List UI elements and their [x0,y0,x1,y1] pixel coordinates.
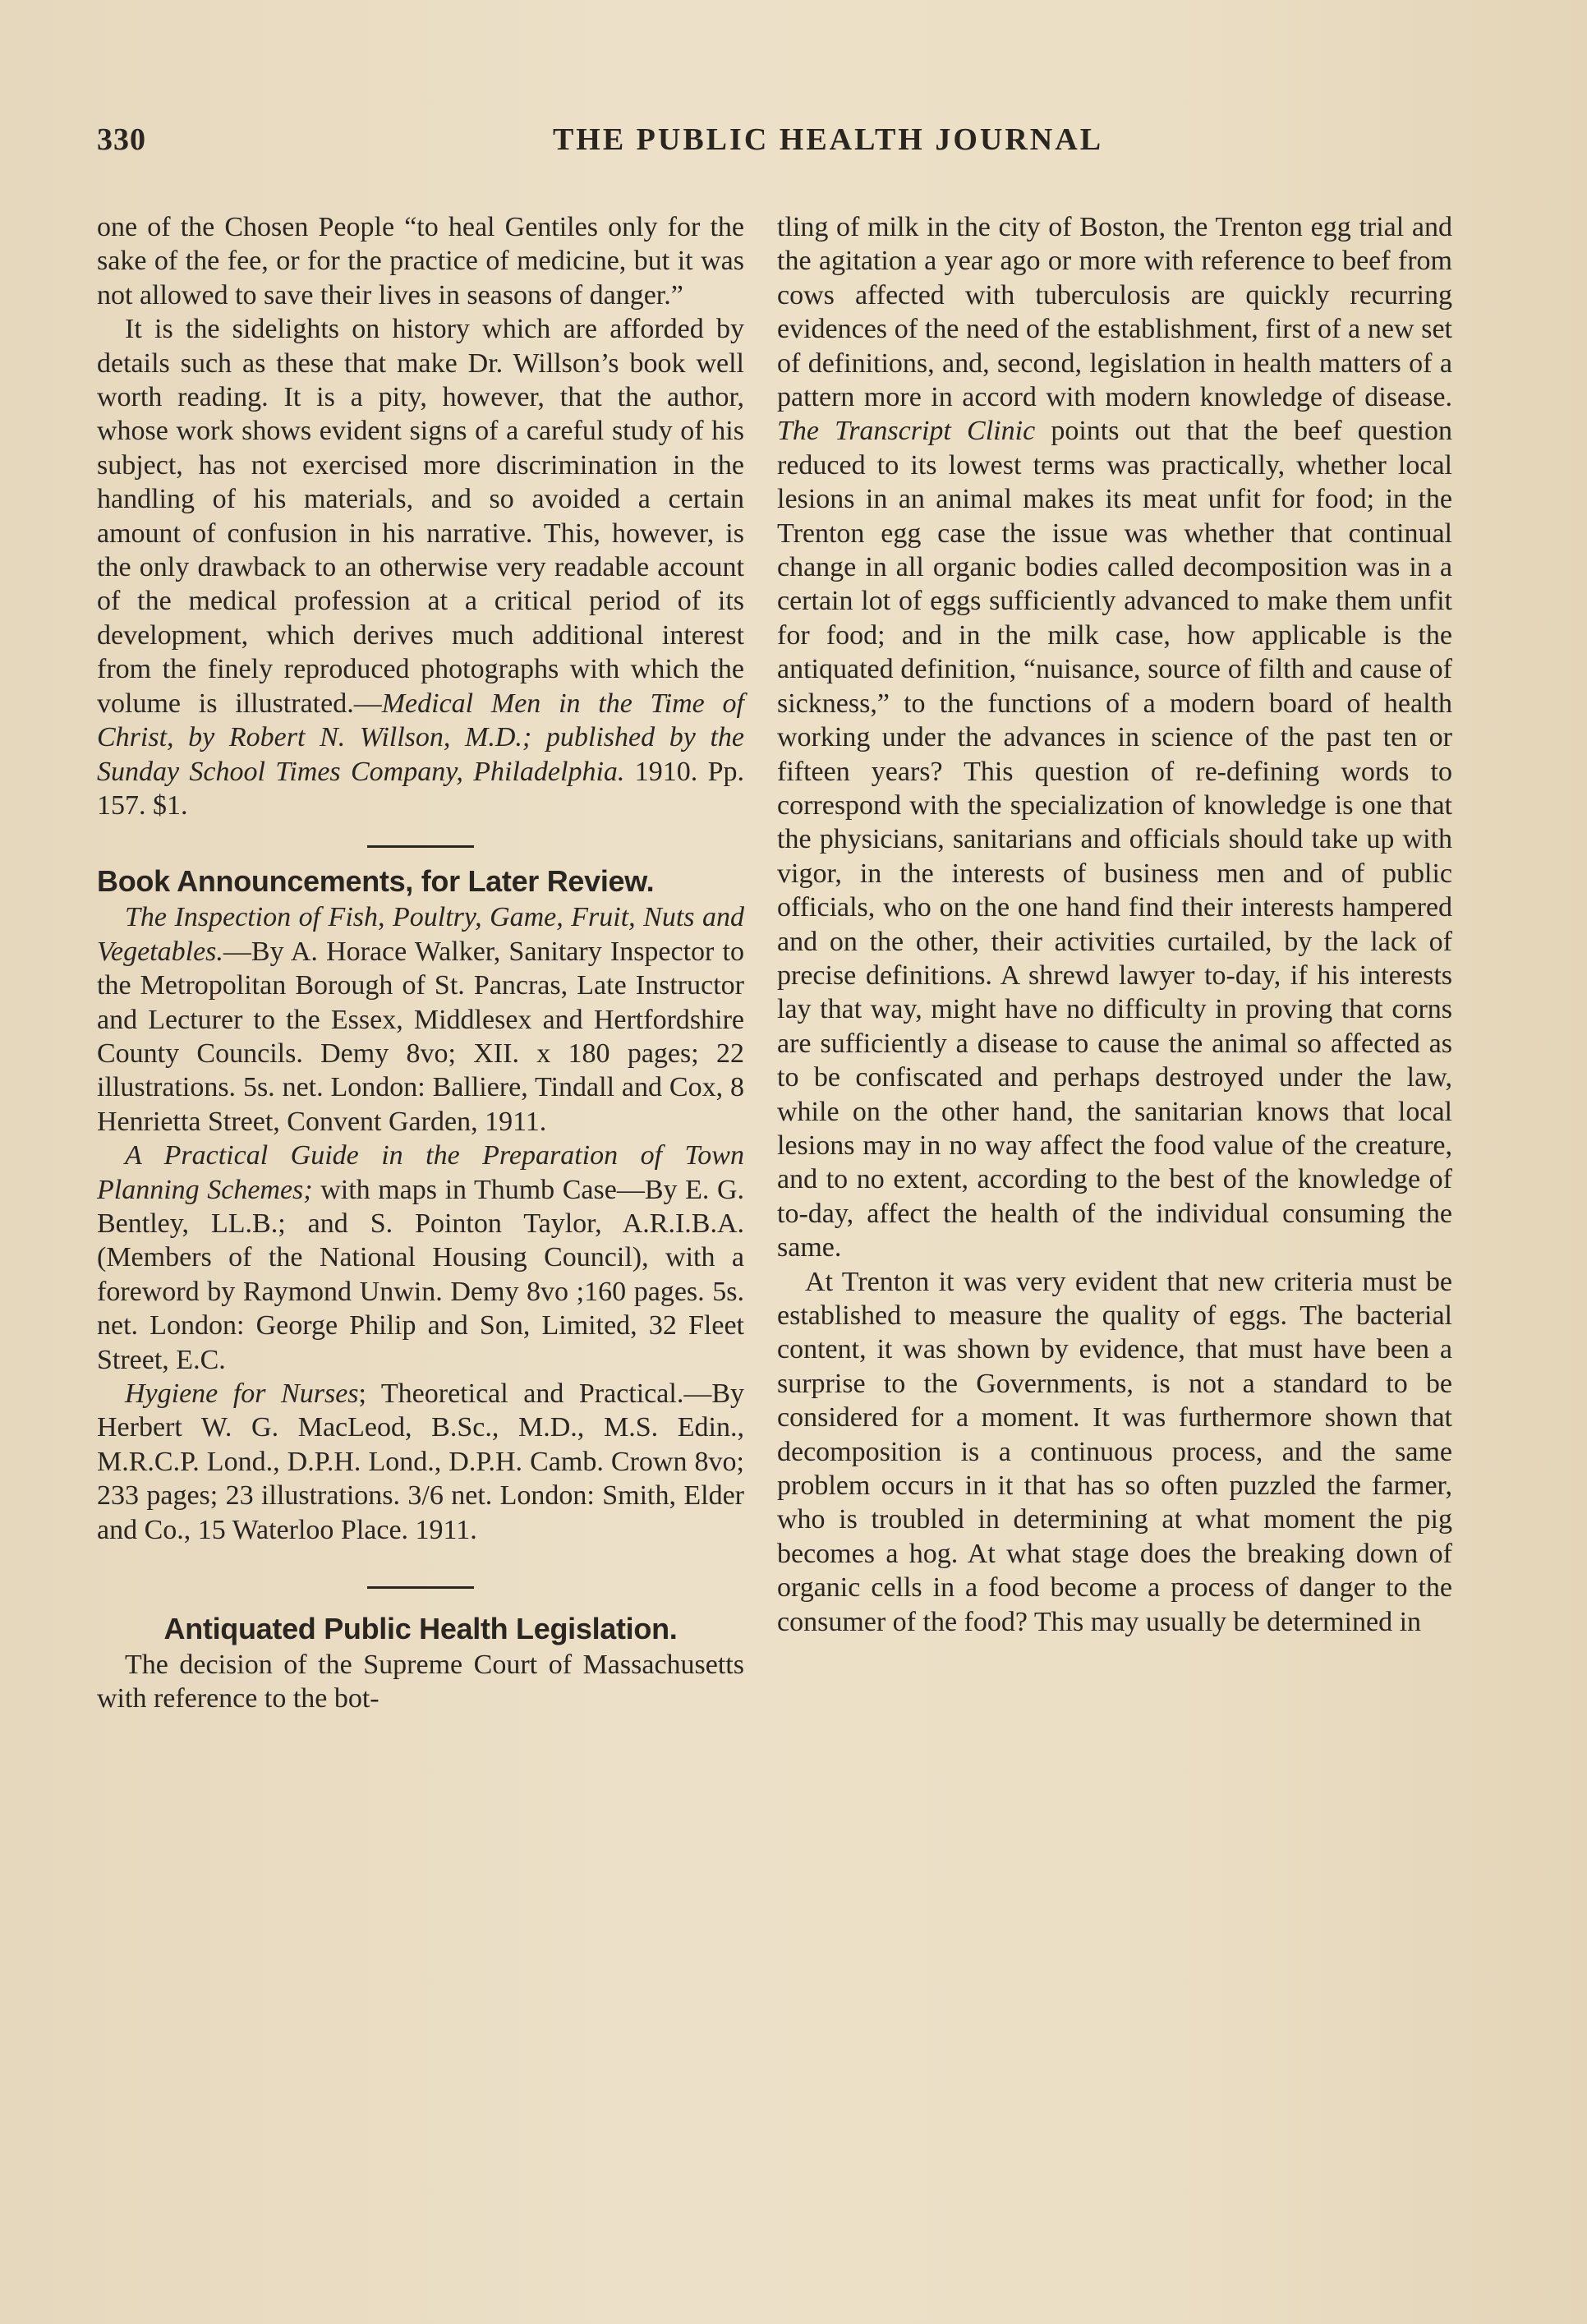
publication-name: The Transcript Clinic [777,416,1036,447]
section-divider [367,1586,474,1589]
page-header [97,122,1518,171]
section-divider [367,845,474,848]
paragraph-text: points out that the beef question reduced to its lowest terms was practically, whether local lesions in an animal makes its meat unfit for food; in the Trenton egg case the issue was whether that continual change in all organic bodies called decomposition was in a certain lot of eggs sufficiently advanced to make them unfit for food; and in the milk case, how applicable is the antiquated definition, “nuisance, source of filth and cause of sickness,” to the functions of a modern board of health working under the advances in science of the past ten or fifteen years? This question of re-defining words to correspond with the specialization of knowledge is one that the physicians, sanitarians and officials should take up with vigor, in the interests of business men and of public officials, who on the one hand find their interests hampered and on the other, their activities curtailed, by the lack of precise definitions. A shrewd lawyer to-day, if his interests lay that way, might have no difficulty in proving that corns are sufficiently a disease to cause the animal so affected as to be confiscated and perhaps destroyed under the law, while on the other hand, the sanitarian knows that local lesions may in no way affect the food value of the creature, and to no extent, according to the best of the knowledge of to-day, affect the health of the individual consuming the same. [777,416,1453,1263]
section-heading-book-announcements: Book Announcements, for Later Review. [97,864,655,899]
book-details: with maps in Thumb Case—By E. G. Bentley, LL.B.; and S. Pointon Taylor, A.R.I.B.A. (Members of the National Housing Council), with a foreword by Raymond Unwin. Demy 8vo ;160 pages. 5s. net. London: George Philip and Son, Limited, 32 Fleet Street, E.C. [97,1174,744,1375]
review-citation: Medical Men in the Time of Christ, by Robert N. Willson, M.D.; published by the Sunday School Times Company, Philadelphia. [97,688,744,787]
book-details: —By A. Horace Walker, Sanitary Inspector to the Metropolitan Borough of St. Pancras, Late Instructor and Lecturer to the Essex, Middlesex and Hertfordshire County Councils. Demy 8vo; XII. x 180 pages; 22 illustrations. 5s. net. London: Balliere, Tindall and Cox, 8 Henrietta Street, Convent Garden, 1911. [97,936,744,1137]
paragraph-continued: one of the Chosen People “to heal Gentiles only for the sake of the fee, or for the practice of medicine, but it was not allowed to save their lives in seasons of danger.” [97,212,744,311]
review-text: It is the sidelights on history which are afforded by details such as these that make Dr. Willson’s book well worth reading. It is a pity, however, that the author, whose work shows evident signs of a careful study of his subject, has not exercised more discrimination in the handling of his materials, and so avoided a certain amount of confusion in his narrative. This, however, is the only drawback to an otherwise very readable account of the medical profession at a critical period of its development, which derives much additional interest from the finely reproduced photographs with which the volume is illustrated.— [97,314,744,719]
book-entry-3 [97,1377,744,1547]
book-entry-2 [97,1139,744,1377]
book-entry-1 [97,900,744,1139]
section-heading-antiquated-legislation: Antiquated Public Health Legislation. [163,1612,678,1646]
book-title: Hygiene for Nurses [125,1378,359,1409]
paragraph-trenton: At Trenton it was very evident that new criteria must be established to measure the quality of eggs. The bacterial content, it was shown by evidence, that must have been a surprise to the Governments, is not a standard to be considered for a moment. It was furthermore shown that decomposition is a continuous process, and the same problem occurs in it that has so often puzzled the farmer, who is troubled in determining at what moment the pig becomes a hog. At what stage does the breaking down of organic cells in a food become a process of danger to the consumer of the food? This may usually be determined in [777,1266,1452,1637]
paragraph-text: tling of milk in the city of Boston, the Trenton egg trial and the agitation a year ago or more with reference to beef from cows affected with tuberculosis are quickly recurring evidences of the need of the establishment, first of a new set of definitions, and, second, legislation in health matters of a pattern more in accord with modern knowledge of disease. [777,212,1452,413]
paragraph-review-conclusion [97,312,744,822]
paragraph-legislation-continued [777,210,1452,1265]
left-column [97,210,744,1716]
running-head: THE PUBLIC HEALTH JOURNAL [552,122,1104,157]
review-citation-tail: 1910. Pp. 157. $1. [97,756,744,821]
right-column [777,210,1452,1639]
page-number: 330 [97,122,146,157]
paragraph-legislation-start: The decision of the Supreme Court of Massachusetts with reference to the bot- [97,1650,744,1714]
book-details: ; Theoretical and Practical.—By Herbert W. G. MacLeod, B.Sc., M.D., M.S. Edin., M.R.C.P. Lond., D.P.H. Lond., D.P.H. Camb. Crown 8vo; 233 pages; 23 illustrations. 3/6 net. London: Smith, Elder and Co., 15 Waterloo Place. 1911. [97,1378,744,1545]
book-title: A Practical Guide in the Preparation of Town Planning Schemes; [97,1140,744,1205]
book-title: The Inspection of Fish, Poultry, Game, Fruit, Nuts and Vegetables. [97,902,744,967]
